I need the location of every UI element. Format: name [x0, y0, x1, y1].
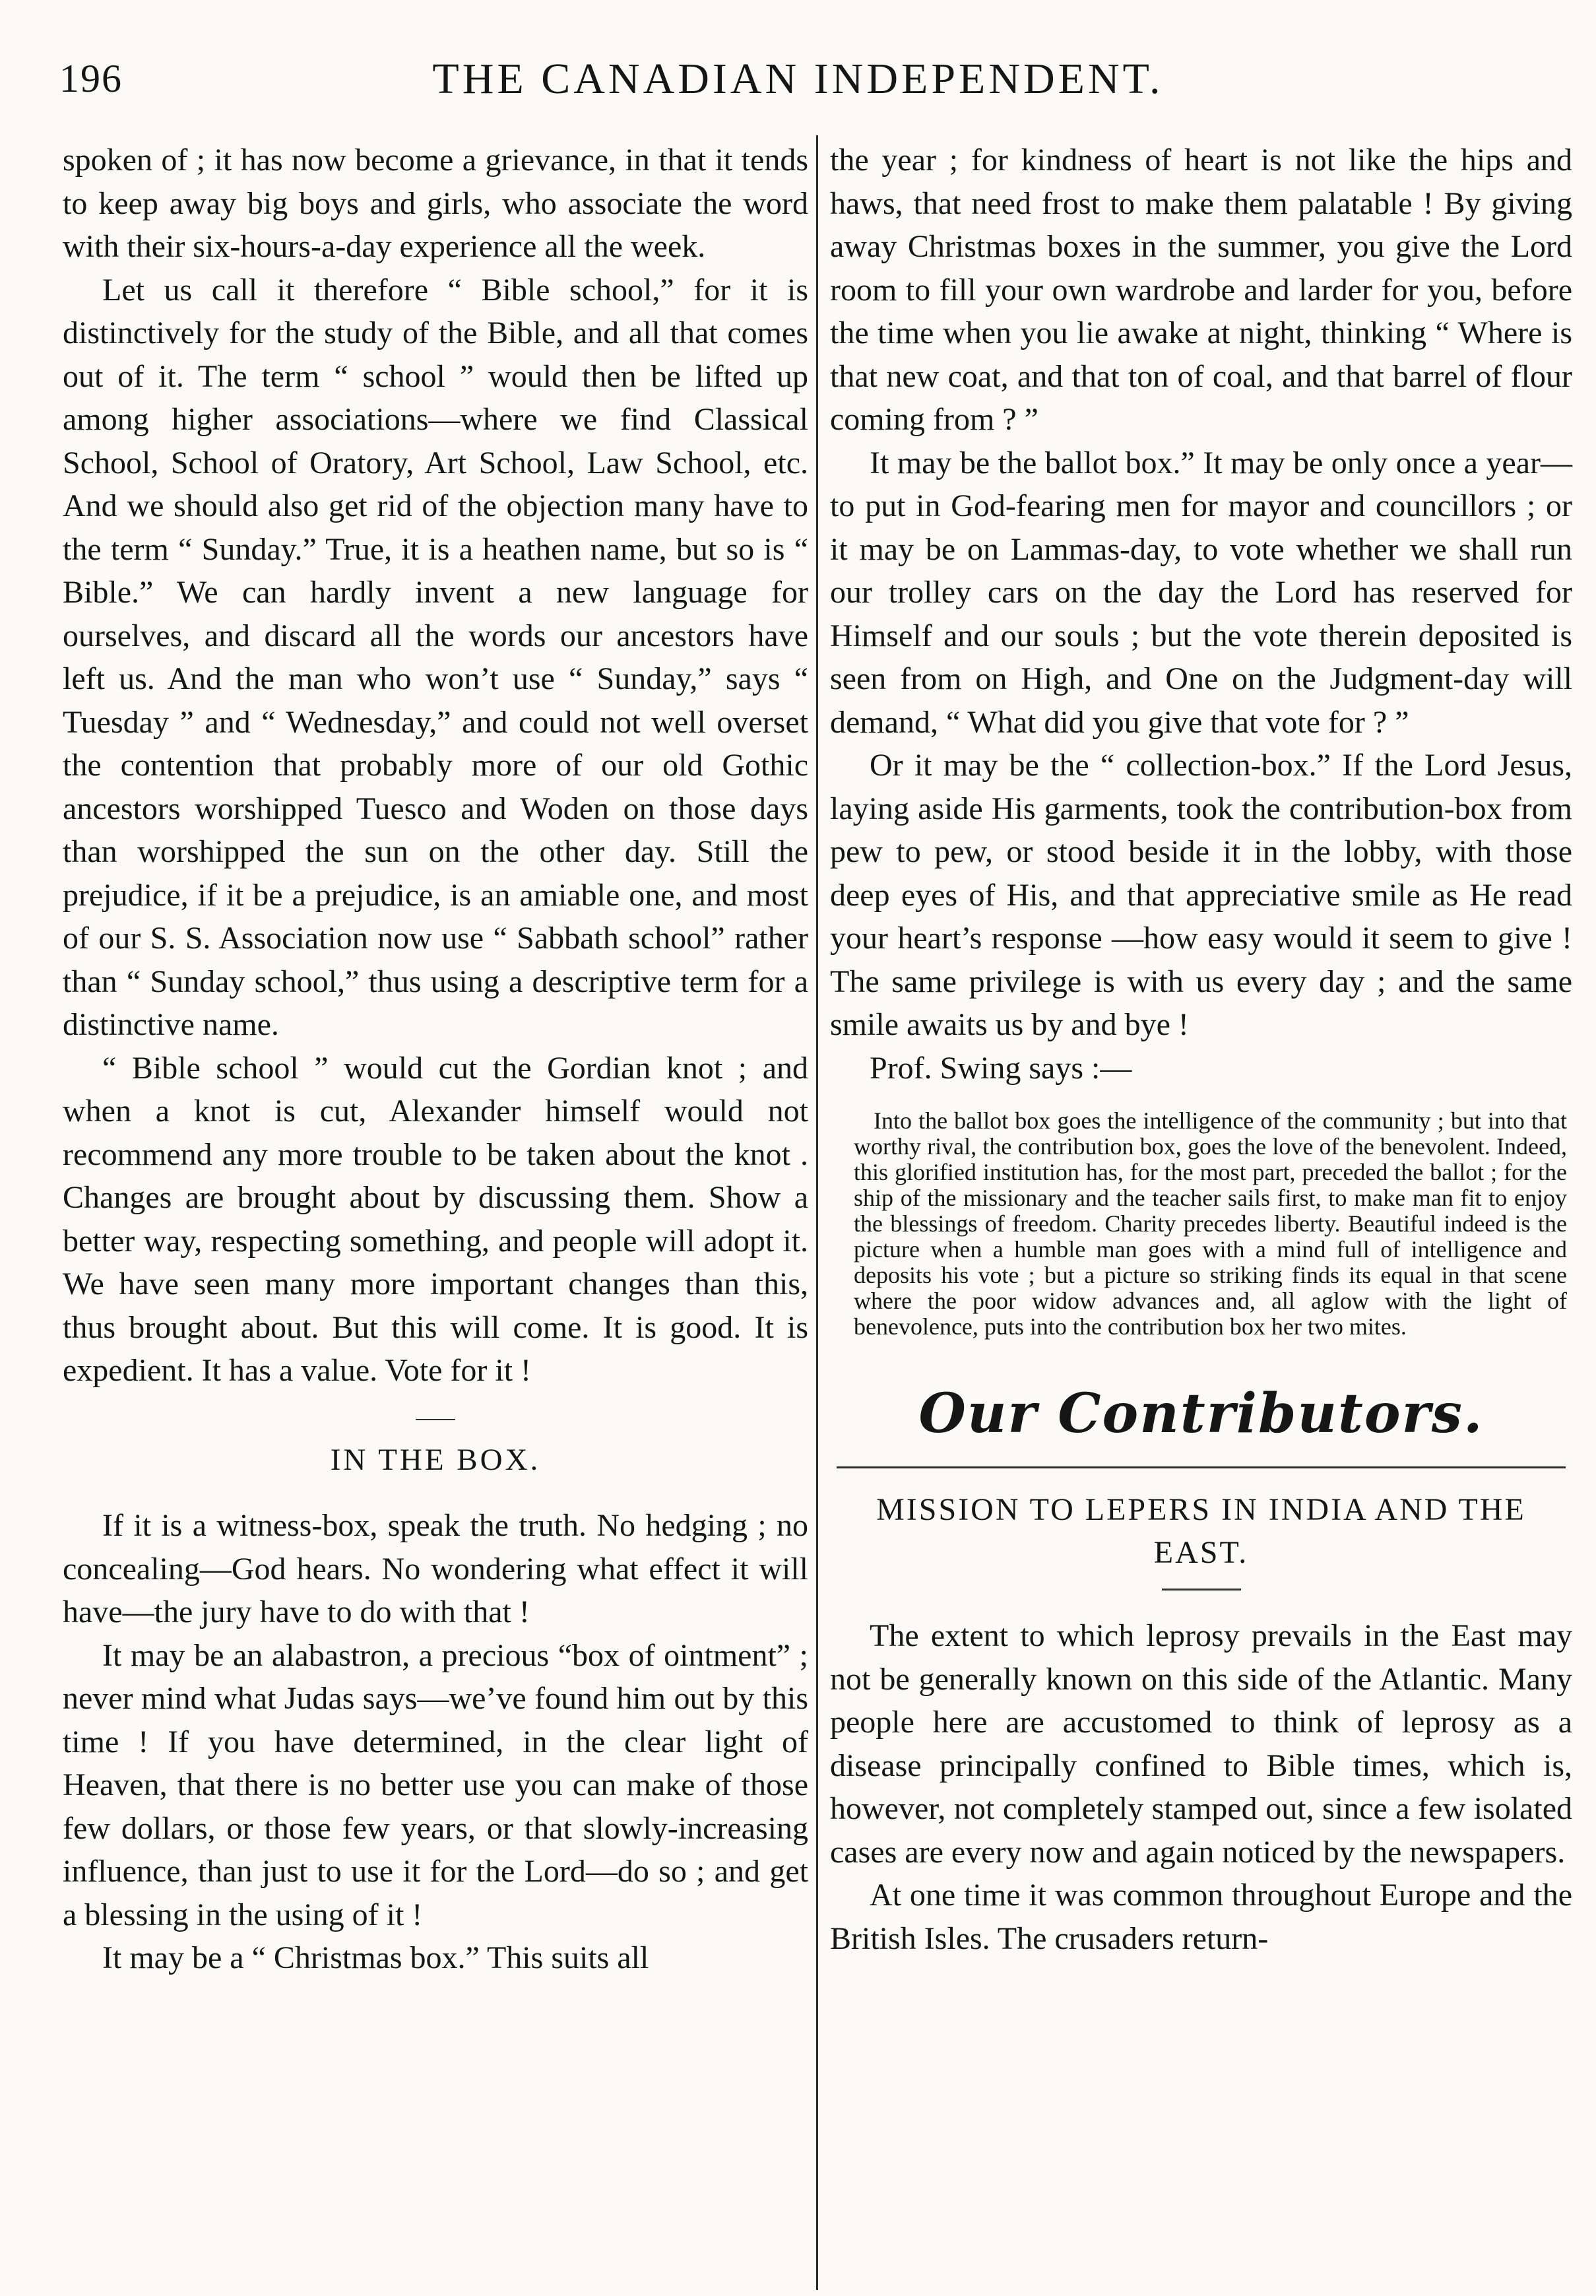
paragraph: At one time it was common throughout Europe and the British Isles. The crusaders return- — [830, 1878, 1572, 1956]
paragraph: It may be the ballot box.” It may be only once a year—to put in God-fearing men for mayor and councillors ; or it may be on Lammas-day, to vote whether we shall run our trolley cars on the day the Lord has reserved for Himself and our souls ; but the vote therein deposited is seen from on High, and One on the Judgment-day will demand, “ What did you give that vote for ? ” — [830, 445, 1572, 740]
block-quote — [830, 1108, 1572, 1340]
quote-text: Into the ballot box goes the intelligence of the community ; but into that worthy rival, the contribution box, goes the love of the benevolent. Indeed, this glorified institution has, for the most part, preceded the ballot ; for the ship of the missionary and the teacher sails first, to make man fit to enjoy the blessings of freedom. Charity precedes liberty. Beautiful indeed is the picture when a humble man goes with a mind full of intelligence and deposits his vote ; but a picture so striking finds its equal in that scene where the poor widow advances and, all aglow with the light of benevolence, puts into the contribution box her two mites. — [854, 1107, 1567, 1340]
page-header — [0, 0, 1596, 132]
paragraph: Prof. Swing says :— — [870, 1050, 1132, 1086]
title-rule — [1162, 1589, 1241, 1591]
horizontal-rule — [837, 1466, 1566, 1468]
left-column — [63, 139, 808, 1980]
section-title: IN THE BOX. — [330, 1442, 541, 1477]
column-divider — [816, 135, 818, 2290]
paragraph: the year ; for kindness of heart is not like the hips and haws, that need frost to make them palatable ! By giving away Christmas boxes in the summer, you give the Lord room to fill your own wardrobe and larder for you, before the time when you lie awake at night, thinking “ Where is that new coat, and that ton of coal, and that barrel of flour coming from ? ” — [830, 143, 1572, 437]
section-heading: Our Contributors. — [918, 1382, 1484, 1445]
paragraph: It may be a “ Christmas box.” This suits all — [102, 1940, 649, 1975]
article-title: MISSION TO LEPERS IN INDIA AND THE EAST. — [876, 1492, 1526, 1570]
paragraph: It may be an alabastron, a precious “box of ointment” ; never mind what Judas says—we’ve found him out by this time ! If you have determined, in the clear light of Heaven, that there is no better use you can make of those few dollars, or those few years, or that slowly-increasing influence, than just to use it for the Lord—do so ; and get a blessing in the using of it ! — [63, 1637, 808, 1932]
paragraph: Let us call it therefore “ Bible school,” for it is distinctively for the study of the Bible, and all that comes out of it. The term “ school ” would then be lifted up among higher associations—where we find Classical School, School of Oratory, Art School, Law School, etc. And we should also get rid of the objection many have to the term “ Sunday.” True, it is a heathen name, but so is “ Bible.” We can hardly invent a new language for ourselves, and discard all the words our ancestors have left us. And the man who won’t use “ Sunday,” says “ Tuesday ” and “ Wednesday,” and could not well overset the contention that probably more of our old Gothic ancestors worshipped Tuesco and Woden on those days than worshipped the sun on the other day. Still the prejudice, if it be a prejudice, is an amiable one, and most of our S. S. Association now use “ Sabbath school” rather than “ Sunday school,” thus using a descriptive term for a distinctive name. — [63, 272, 808, 1042]
paragraph: “ Bible school ” would cut the Gordian knot ; and when a knot is cut, Alexander himself would not recommend any more trouble to be taken about the knot . Changes are brought about by discussing them. Show a better way, respecting something, and people will adopt it. We have seen many more important changes than this, thus brought about. But this will come. It is good. It is expedient. It has a value. Vote for it ! — [63, 1050, 808, 1388]
paragraph: Or it may be the “ collection-box.” If the Lord Jesus, laying aside His garments, took the contribution-box from pew to pew, or stood beside it in the lobby, with those deep eyes of His, and that appreciative smile as He read your heart’s response —how easy would it seem to give ! The same privilege is with us every day ; and the same smile awaits us by and bye ! — [830, 748, 1572, 1042]
journal-title: THE CANADIAN INDEPENDENT. — [432, 55, 1164, 103]
right-column — [830, 139, 1572, 1960]
paragraph: The extent to which leprosy prevails in the East may not be generally known on this side of the Atlantic. Many people here are accustomed to think of leprosy as a disease principally confined to Bible times, which is, however, not completely stamped out, since a few isolated cases are every now and again noticed by the newspapers. — [830, 1618, 1572, 1870]
paragraph: If it is a witness-box, speak the truth. No hedging ; no concealing—God hears. No wondering what effect it will have—the jury have to do with that ! — [63, 1508, 808, 1629]
page-number: 196 — [59, 57, 123, 100]
paragraph: spoken of ; it has now become a grievance, in that it tends to keep away big boys and girls, who associate the word with their six-hours-a-day experience all the week. — [63, 143, 808, 264]
section-separator — [416, 1419, 455, 1420]
